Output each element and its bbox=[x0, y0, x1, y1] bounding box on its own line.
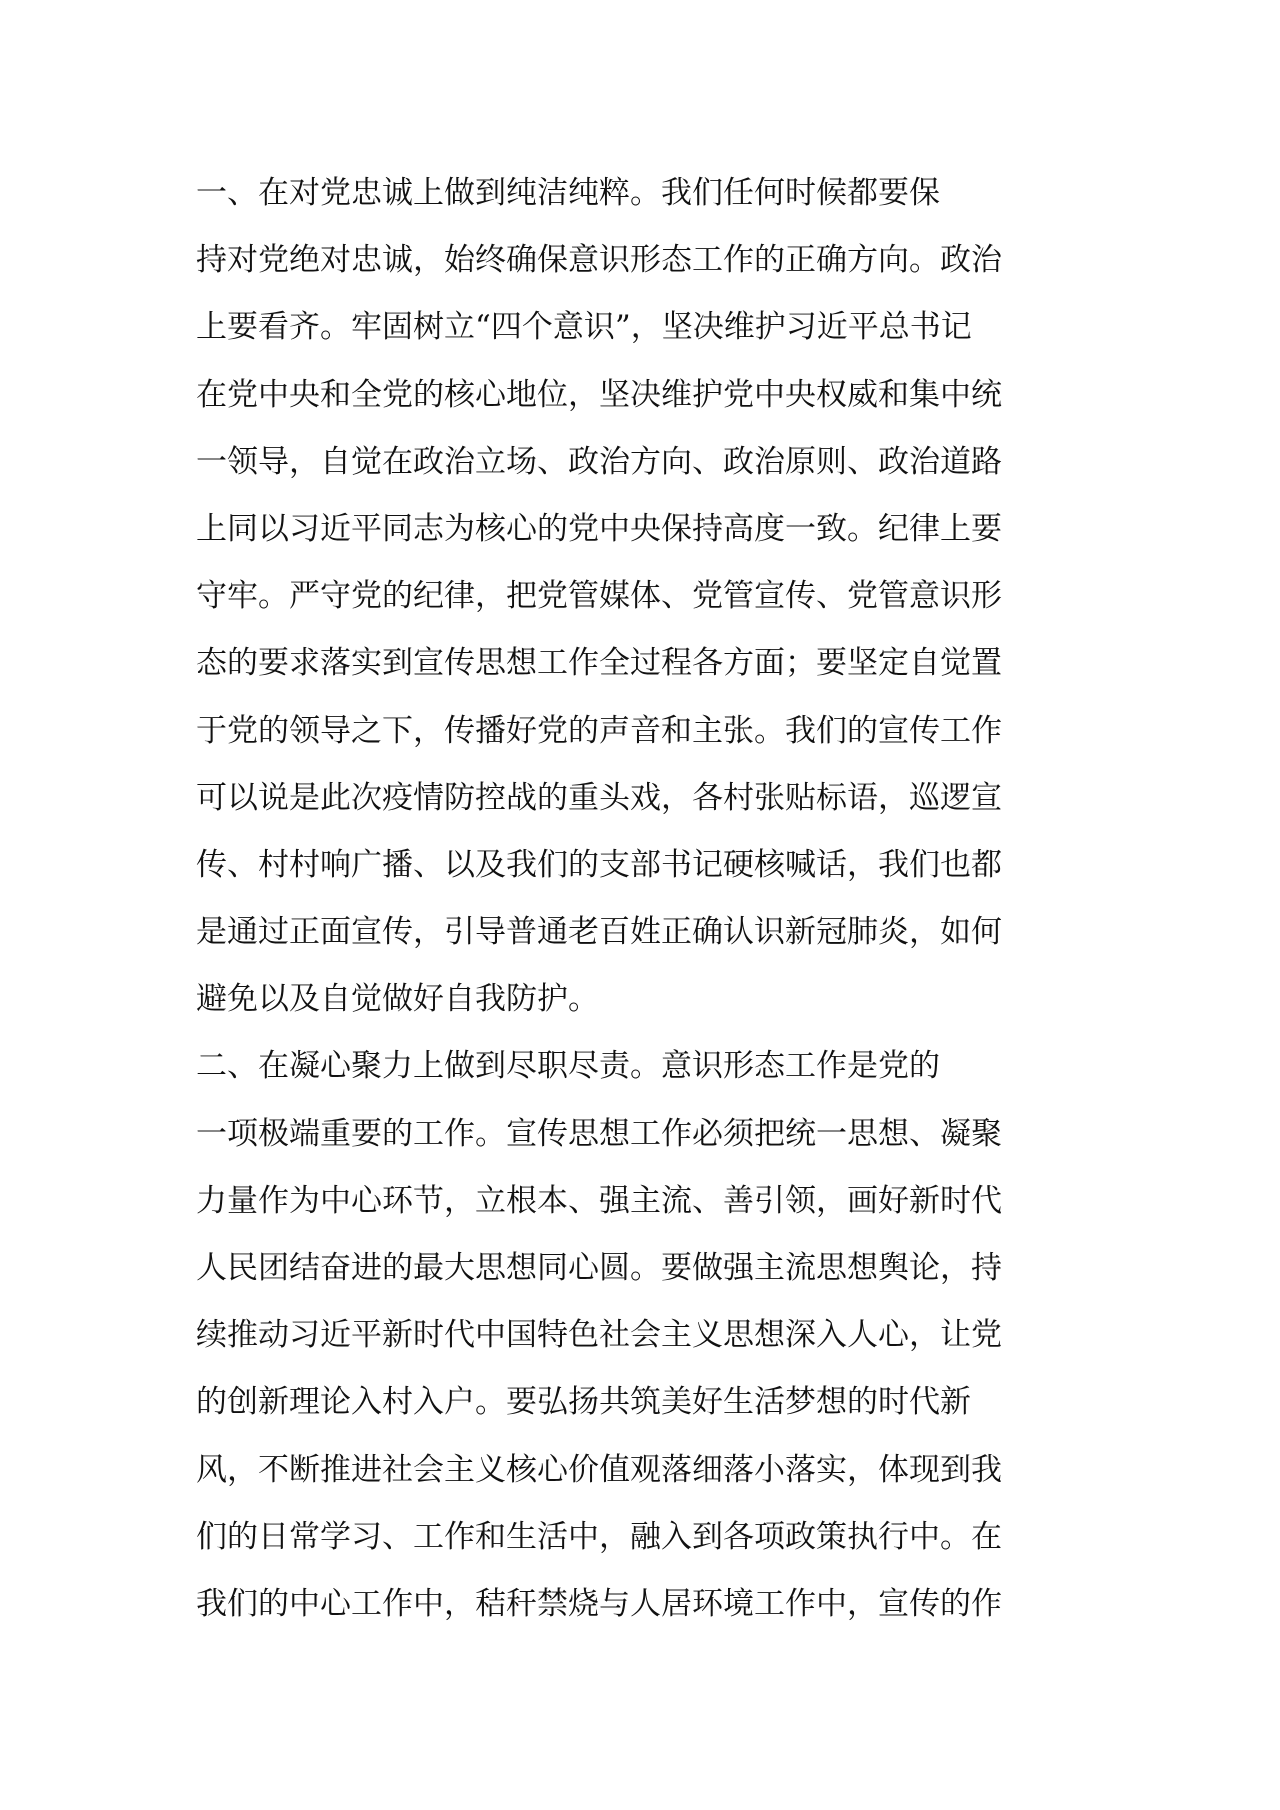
text-line-14: 二、在凝心聚力上做到尽职尽责。意识形态工作是党的 bbox=[196, 1048, 940, 1085]
text-line-20: 风，不断推进社会主义核心价值观落细落小落实，体现到我 bbox=[196, 1451, 1002, 1488]
text-line-4: 在党中央和全党的核心地位，坚决维护党中央权威和集中统 bbox=[196, 376, 1002, 413]
text-line-19: 的创新理论入村入户。要弘扬共筑美好生活梦想的时代新 bbox=[196, 1384, 971, 1421]
text-line-15: 一项极端重要的工作。宣传思想工作必须把统一思想、凝聚 bbox=[196, 1115, 1002, 1152]
text-line-1: 一、在对党忠诚上做到纯洁纯粹。我们任何时候都要保 bbox=[196, 175, 940, 211]
text-line-10: 可以说是此次疫情防控战的重头戏，各村张贴标语，巡逻宣 bbox=[196, 779, 1002, 816]
body-text bbox=[196, 160, 1096, 1638]
text-line-9: 于党的领导之下，传播好党的声音和主张。我们的宣传工作 bbox=[196, 712, 1002, 749]
text-line-6: 上同以习近平同志为核心的党中央保持高度一致。纪律上要 bbox=[196, 510, 1002, 547]
text-line-13: 避免以及自觉做好自我防护。 bbox=[196, 981, 599, 1018]
text-line-2: 持对党绝对忠诚，始终确保意识形态工作的正确方向。政治 bbox=[196, 242, 1002, 279]
text-line-12: 是通过正面宣传，引导普通老百姓正确认识新冠肺炎，如何 bbox=[196, 914, 1002, 951]
text-line-7: 守牢。严守党的纪律，把党管媒体、党管宣传、党管意识形 bbox=[196, 578, 1002, 615]
text-line-3: 上要看齐。牢固树立“四个意识”，坚决维护习近平总书记 bbox=[196, 309, 972, 346]
text-line-21: 们的日常学习、工作和生活中，融入到各项政策执行中。在 bbox=[196, 1518, 1002, 1555]
text-line-18: 续推动习近平新时代中国特色社会主义思想深入人心，让党 bbox=[196, 1317, 1002, 1354]
text-line-11: 传、村村响广播、以及我们的支部书记硬核喊话，我们也都 bbox=[196, 846, 1002, 883]
text-line-16: 力量作为中心环节，立根本、强主流、善引领，画好新时代 bbox=[196, 1182, 1002, 1219]
text-line-22: 我们的中心工作中，秸秆禁烧与人居环境工作中，宣传的作 bbox=[196, 1585, 1002, 1622]
text-line-5: 一领导，自觉在政治立场、政治方向、政治原则、政治道路 bbox=[196, 443, 1002, 480]
text-line-17: 人民团结奋进的最大思想同心圆。要做强主流思想舆论，持 bbox=[196, 1250, 1002, 1286]
text-line-8: 态的要求落实到宣传思想工作全过程各方面；要坚定自觉置 bbox=[196, 645, 1002, 682]
